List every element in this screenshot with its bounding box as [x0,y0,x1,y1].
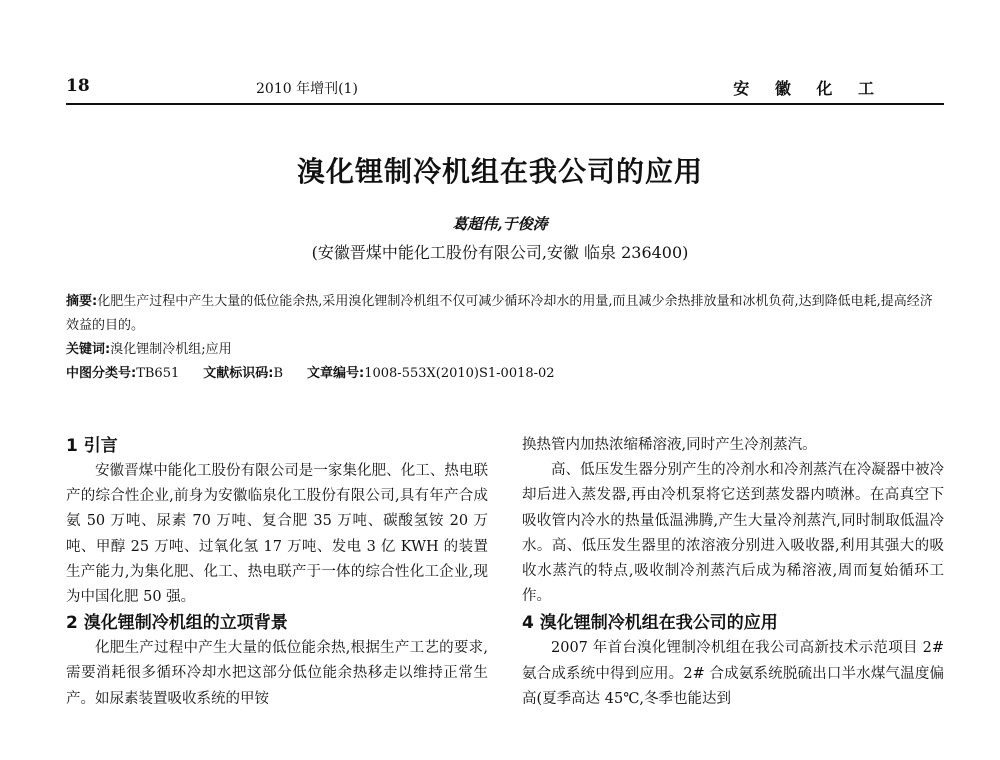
doc-code-value: B [273,366,284,381]
article-no-value: 1008-553X(2010)S1-0018-02 [364,366,555,381]
keywords-text: 溴化锂制冷机组;应用 [110,342,232,357]
article-title: 溴化锂制冷机组在我公司的应用 [296,155,703,188]
section-3-continuation: 换热管内加热浓缩稀溶液,同时产生冷剂蒸汽。 [522,437,817,453]
clc-label: 中图分类号: [66,366,137,381]
abstract-line [66,290,944,338]
abstract-text: 化肥生产过程中产生大量的低位能余热,采用溴化锂制冷机组不仅可减少循环冷却水的用量,而且减少余热排放量和冰机负荷,达到降低电耗,提高经济效益的目的。 [66,294,933,333]
section-heading-1: 1 引言 [66,436,118,456]
keywords-line [66,338,944,362]
left-column [66,433,488,712]
running-header [66,76,944,104]
page-number: 18 [66,76,90,96]
keywords-label: 关键词: [66,342,111,357]
section-1-paragraph: 安徽晋煤中能化工股份有限公司是一家集化肥、化工、热电联产的综合性企业,前身为安徽临泉化工股份有限公司,具有年产合成氨 50 万吨、尿素 70 万吨、复合肥 35 万吨、碳酸氢铵 20 万吨、甲醇 25 万吨、过氧化氢 17 万吨、发电 3 亿 KWH 的装置生产能力,为集化肥、化工、热电联产于一体的综合性化工企业,现为中国化肥 50 强。 [66,463,488,606]
journal-name: 安 徽 化 工 [733,79,884,98]
section-heading-2: 2 溴化锂制冷机组的立项背景 [66,613,288,634]
section-heading-4: 4 溴化锂制冷机组在我公司的应用 [522,613,778,634]
clc-value: TB651 [136,366,180,381]
abstract-block [66,290,944,386]
header-rule [66,103,944,105]
article-authors: 葛超伟,于俊涛 [452,215,548,233]
issue-label: 2010 年增刊(1) [256,81,358,97]
section-2-paragraph: 化肥生产过程中产生大量的低位能余热,根据生产工艺的要求,需要消耗很多循环冷却水把这部分低位能余热移走以维持正常生产。如尿素装置吸收系统的甲铵 [66,640,488,707]
author-affiliation: (安徽晋煤中能化工股份有限公司,安徽 临泉 236400) [311,243,689,262]
section-3-paragraph: 高、低压发生器分别产生的冷剂水和冷剂蒸汽在冷凝器中被冷却后进入蒸发器,再由冷机泵将它送到蒸发器内喷淋。在高真空下吸收管内冷水的热量低温沸腾,产生大量冷剂蒸汽,同时制取低温冷水。高、低压发生器里的浓溶液分别进入吸收器,利用其强大的吸收水蒸汽的特点,吸收制冷剂蒸汽后成为稀溶液,周而复始循环工作。 [522,462,944,605]
doc-code-label: 文献标识码: [203,366,274,381]
section-4-paragraph: 2007 年首台溴化锂制冷机组在我公司高新技术示范项目 2# 氨合成系统中得到应用。2# 合成氨系统脱硫出口半水煤气温度偏高(夏季高达 45℃,冬季也能达到 [522,640,944,707]
right-column [522,433,944,712]
classification-line [66,362,944,386]
abstract-label: 摘要: [66,294,98,309]
article-no-label: 文章编号: [307,366,365,381]
